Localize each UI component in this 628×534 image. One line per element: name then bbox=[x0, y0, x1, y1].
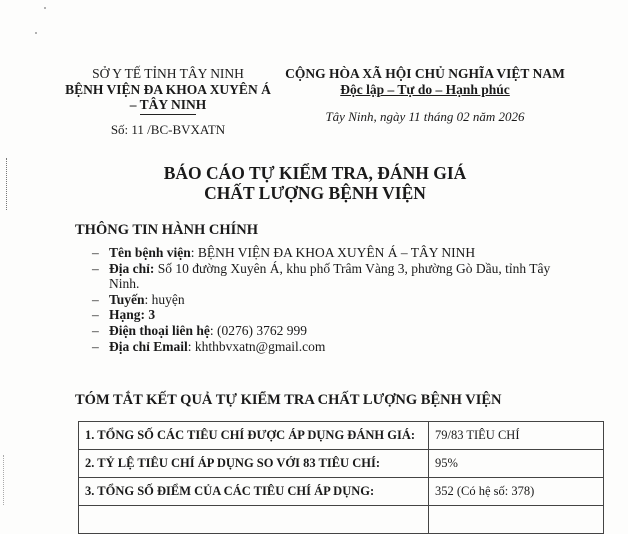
dash-bullet: – bbox=[92, 322, 99, 338]
info-label: Hạng bbox=[109, 307, 141, 323]
info-item-phone bbox=[92, 323, 562, 339]
dash-bullet: – bbox=[92, 338, 99, 354]
info-label: Địa chỉ Email bbox=[109, 338, 188, 354]
hospital-name-line2: – TÂY NINH bbox=[129, 97, 207, 112]
dash-bullet: – bbox=[92, 291, 99, 307]
row-label: 1. TỔNG SỐ CÁC TIÊU CHÍ ĐƯỢC ÁP DỤNG ĐÁNH GIÁ: bbox=[79, 422, 429, 450]
scan-artifact bbox=[3, 455, 8, 505]
summary-table bbox=[78, 421, 604, 534]
section-heading-admin-info: THÔNG TIN HÀNH CHÍNH bbox=[75, 222, 259, 238]
info-label: Điện thoại liên hệ bbox=[109, 322, 210, 338]
info-value: Số 10 đường Xuyên Á, khu phố Trâm Vàng 3, phường Gò Dầu, tỉnh Tây Ninh. bbox=[109, 260, 551, 292]
national-header-block bbox=[270, 66, 580, 125]
dash-bullet: – bbox=[92, 245, 99, 260]
hospital-name-line1: BỆNH VIỆN ĐA KHOA XUYÊN Á bbox=[65, 81, 271, 97]
table-row-partial bbox=[79, 506, 604, 534]
info-item-email bbox=[92, 339, 562, 355]
national-title: CỘNG HÒA XÃ HỘI CHỦ NGHĨA VIỆT NAM bbox=[285, 66, 565, 81]
info-value: : (0276) 3762 999 bbox=[209, 322, 308, 338]
info-label: Địa chỉ: bbox=[109, 260, 155, 276]
row-value bbox=[429, 506, 604, 534]
dash-bullet: – bbox=[92, 307, 99, 323]
table-row bbox=[79, 422, 604, 450]
info-item-address bbox=[92, 261, 562, 292]
info-value: : BỆNH VIỆN ĐA KHOA XUYÊN Á – TÂY NINH bbox=[190, 245, 476, 260]
section-heading-summary: TÓM TẮT KẾT QUẢ TỰ KIỂM TRA CHẤT LƯỢNG BỆNH VIỆN bbox=[75, 392, 502, 408]
info-label: Tuyến bbox=[109, 291, 145, 307]
table-row bbox=[79, 450, 604, 478]
national-motto: Độc lập – Tự do – Hạnh phúc bbox=[340, 81, 510, 97]
info-item-hospital-name bbox=[92, 245, 562, 261]
scan-speck bbox=[44, 7, 46, 9]
info-value: : khthbvxatn@gmail.com bbox=[187, 338, 326, 354]
row-value: 95% bbox=[429, 450, 604, 478]
scan-artifact bbox=[6, 158, 9, 210]
info-item-rank bbox=[92, 307, 562, 323]
row-label: 2. TỶ LỆ TIÊU CHÍ ÁP DỤNG SO VỚI 83 TIÊU CHÍ: bbox=[79, 450, 429, 478]
document-number: Số: 11 /BC-BVXATN bbox=[110, 121, 226, 137]
issuing-authority-block bbox=[65, 66, 271, 137]
admin-info-list bbox=[92, 245, 562, 354]
info-value: : 3 bbox=[140, 307, 156, 323]
place-date-line: Tây Ninh, ngày 11 tháng 02 năm 2026 bbox=[325, 109, 525, 124]
row-value: 79/83 TIÊU CHÍ bbox=[429, 422, 604, 450]
info-value: : huyện bbox=[144, 291, 185, 307]
row-label bbox=[79, 506, 429, 534]
table-row bbox=[79, 478, 604, 506]
divider bbox=[140, 114, 196, 115]
row-label: 3. TỔNG SỐ ĐIỂM CỦA CÁC TIÊU CHÍ ÁP DỤNG: bbox=[79, 478, 429, 506]
info-item-level bbox=[92, 292, 562, 308]
dash-bullet: – bbox=[92, 260, 99, 276]
scan-speck bbox=[35, 32, 37, 34]
title-line-2: CHẤT LƯỢNG BỆNH VIỆN bbox=[204, 183, 426, 203]
info-label: Tên bệnh viện bbox=[109, 245, 191, 260]
document-title bbox=[120, 163, 510, 203]
department-name: SỞ Y TẾ TỈNH TÂY NINH bbox=[92, 66, 244, 81]
title-line-1: BÁO CÁO TỰ KIỂM TRA, ĐÁNH GIÁ bbox=[163, 163, 467, 183]
row-value: 352 (Có hệ số: 378) bbox=[429, 478, 604, 506]
